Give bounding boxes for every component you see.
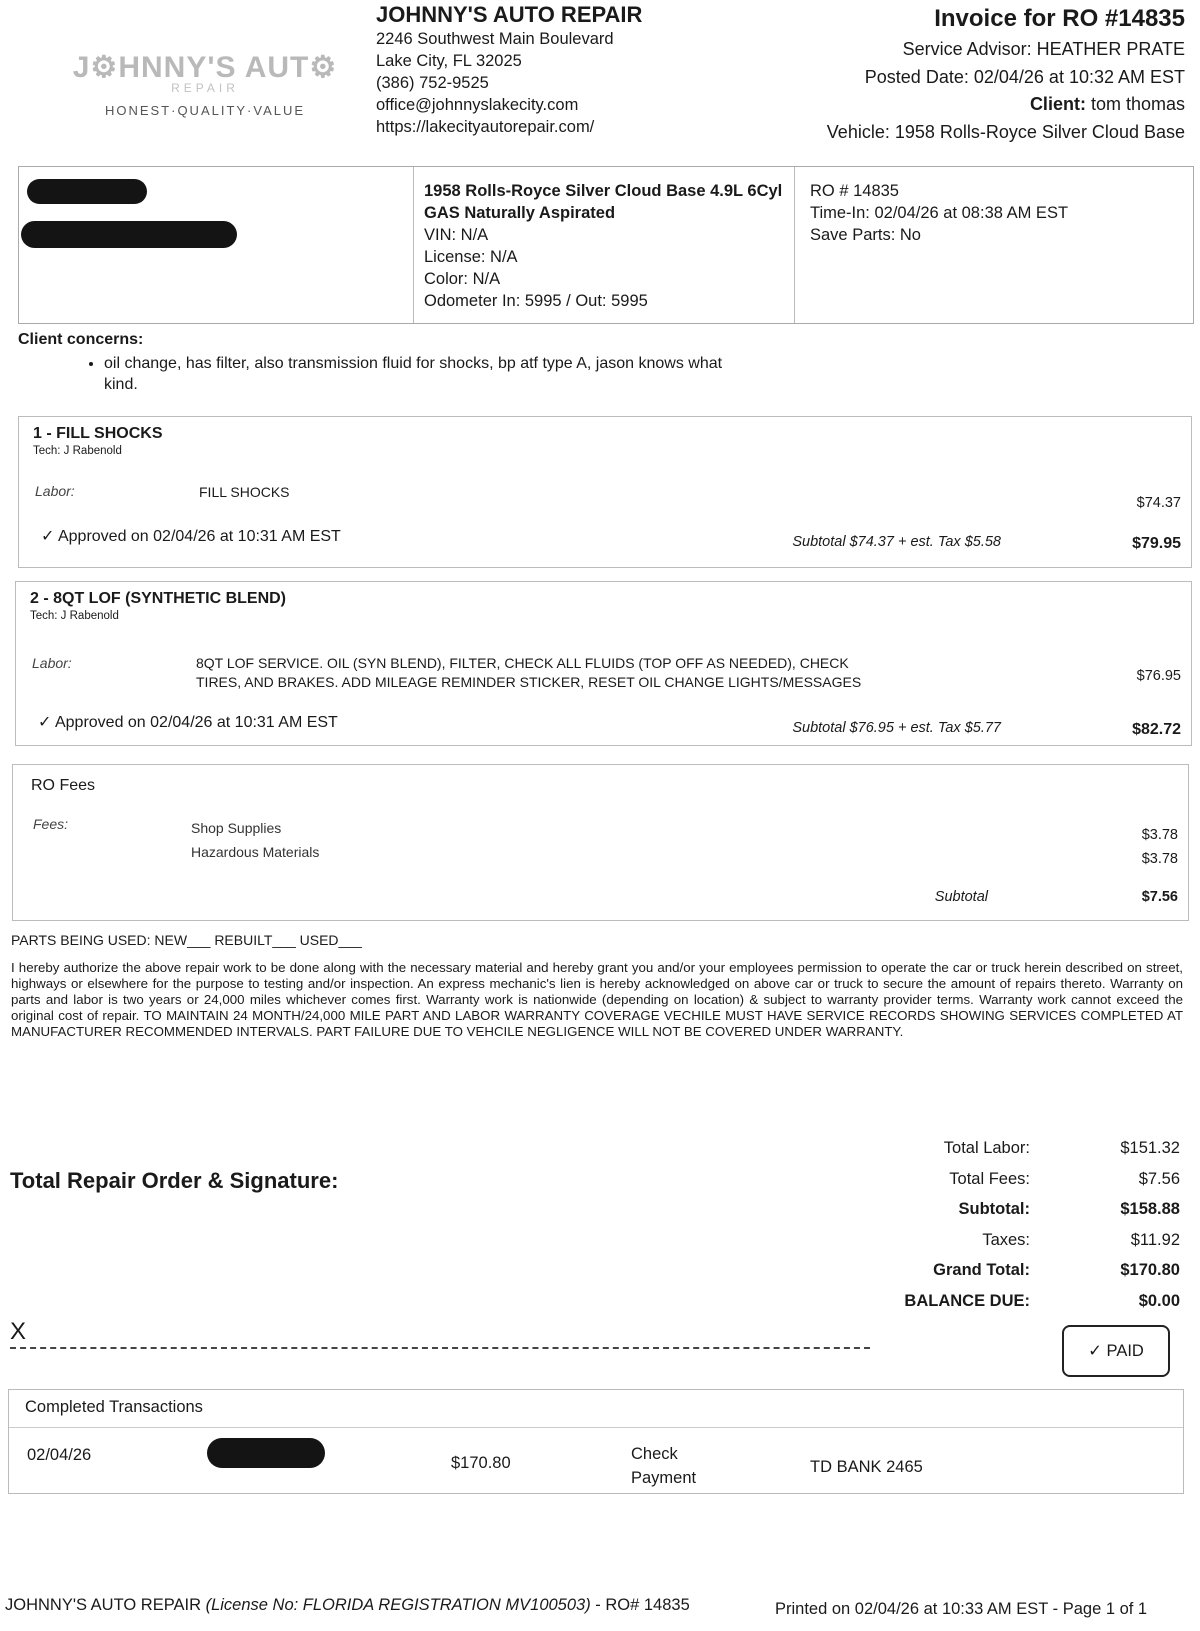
job-labor-label: Labor: [32, 655, 72, 671]
fee-amount: $3.78 [1141, 851, 1178, 867]
total-value: $0.00 [1138, 1291, 1180, 1310]
fee-name: Hazardous Materials [191, 844, 320, 860]
transactions-heading: Completed Transactions [25, 1398, 203, 1416]
transactions-divider [9, 1427, 1183, 1428]
job-labor-amount: $74.37 [1136, 495, 1181, 511]
ro-time-in: Time-In: 02/04/26 at 08:38 AM EST [810, 204, 1069, 222]
job-tech: Tech: J Rabenold [30, 610, 119, 622]
job-total: $82.72 [1132, 721, 1181, 738]
transaction-amount: $170.80 [451, 1454, 511, 1472]
shop-website: https://lakecityautorepair.com/ [376, 118, 595, 136]
total-label: Grand Total: [933, 1261, 1030, 1279]
redacted-transaction-ref [207, 1438, 325, 1468]
total-label: Subtotal: [958, 1200, 1030, 1218]
advisor-value: HEATHER PRATE [1036, 39, 1185, 59]
client-value: tom thomas [1090, 94, 1185, 114]
fees-amounts [1142, 823, 1178, 871]
invoice-title: Invoice for RO #14835 [934, 5, 1185, 32]
total-row [870, 1261, 1185, 1292]
total-label: Taxes: [982, 1230, 1030, 1249]
job-labor-desc: FILL SHOCKS [199, 484, 290, 500]
vehicle-label: Vehicle: [826, 121, 890, 142]
shop-address-line1: 2246 Southwest Main Boulevard [376, 30, 614, 48]
vehicle [827, 119, 1185, 147]
service-advisor [827, 36, 1185, 64]
fees-card [12, 764, 1189, 921]
logo-sub-text: REPAIR [171, 81, 239, 95]
job-card [15, 581, 1192, 746]
vehicle-details [424, 180, 782, 312]
vehicle-license: License: N/A [424, 248, 518, 266]
job-labor-label: Labor: [35, 483, 75, 499]
fee-name: Shop Supplies [191, 820, 282, 836]
paid-stamp: ✓ PAID [1062, 1325, 1170, 1377]
total-value: $11.92 [1130, 1230, 1180, 1249]
signature-x: X [10, 1318, 27, 1345]
logo-main-text: J⚙HNNY'S AUT⚙ [72, 51, 338, 84]
job-approved: ✓ Approved on 02/04/26 at 10:31 AM EST [41, 528, 341, 545]
client [827, 91, 1185, 119]
client-label: Client: [1029, 94, 1086, 114]
fees-subtotal-label: Subtotal [934, 889, 988, 905]
job-title: 2 - 8QT LOF (SYNTHETIC BLEND) [30, 590, 286, 607]
job-subtotal: Subtotal $76.95 + est. Tax $5.77 [792, 720, 1001, 736]
shop-address-line2: Lake City, FL 32025 [376, 52, 522, 70]
total-value: $170.80 [1120, 1261, 1180, 1279]
shop-name: JOHNNY'S AUTO REPAIR [376, 2, 643, 27]
total-row [870, 1200, 1185, 1231]
posted-label: Posted Date: [864, 66, 969, 87]
fees-list [191, 816, 319, 864]
totals-table [870, 1139, 1185, 1322]
invoice-info [827, 2, 1185, 146]
job-tech: Tech: J Rabenold [33, 445, 122, 457]
footer-license [5, 1596, 690, 1615]
total-row [870, 1139, 1185, 1170]
vehicle-odometer: Odometer In: 5995 / Out: 5995 [424, 292, 648, 310]
vehicle-value: 1958 Rolls-Royce Silver Cloud Base [894, 121, 1185, 142]
total-row [870, 1231, 1185, 1262]
vehicle-vin: VIN: N/A [424, 226, 489, 244]
vehicle-line1: 1958 Rolls-Royce Silver Cloud Base 4.9L 6Cyl [424, 182, 783, 200]
shop-phone: (386) 752-9525 [376, 74, 489, 92]
shop-info [376, 2, 642, 138]
ro-number: RO # 14835 [810, 182, 899, 200]
total-value: $158.88 [1120, 1200, 1180, 1218]
posted-date [827, 64, 1185, 92]
vehicle-color: Color: N/A [424, 270, 501, 288]
ro-save-parts: Save Parts: No [810, 226, 921, 244]
completed-transactions [8, 1389, 1184, 1494]
signature-line[interactable] [10, 1347, 870, 1349]
transaction-bank: TD BANK 2465 [810, 1458, 923, 1476]
concern-item: • oil change, has filter, also transmission fluid for shocks, bp atf type A, jason knows what kind. [104, 353, 724, 395]
concerns-heading: Client concerns: [18, 331, 144, 348]
client-concerns [18, 331, 724, 395]
total-row [870, 1170, 1185, 1201]
job-card [18, 416, 1192, 568]
authorization-text: I hereby authorize the above repair work to be done along with the necessary material and hereby grant you and/or your employees permission to operate the car or truck herein described on street, highways or elsewhere for the purpose to testing and/or inspection. An express mechanic's lien is hereby acknowledged on above car or truck to secure the amount of repairs thereto. Warranty on parts and labor is two years or 24,000 miles whichever comes first. Warranty work is nationwide (depending on location) & subject to warranty provider terms. Warranty work cannot exceed the original cost of repair. TO MAINTAIN 24 MONTH/24,000 MILE PART AND LABOR WARRANTY COVERAGE VECHILE MUST HAVE SERVICE RECORDS SHOWING SERVICES COMPLETED AT MANUFACTURER RECOMMENDED INTERVALS. PART FAILURE DUE TO VEHCILE NEGLIGENCE WILL NOT BE COVERED UNDER WARRANTY. [11, 960, 1183, 1039]
fees-label: Fees: [33, 816, 69, 832]
total-label: Total Labor: [943, 1139, 1030, 1157]
total-label: Total Fees: [949, 1169, 1030, 1188]
ro-details [810, 180, 1068, 246]
footer-shop: JOHNNY'S AUTO REPAIR [5, 1596, 206, 1614]
redacted-customer-name [27, 179, 147, 204]
posted-value: 02/04/26 at 10:32 AM EST [973, 66, 1185, 87]
vehicle-line2: GAS Naturally Aspirated [424, 204, 616, 222]
total-value: $151.32 [1120, 1139, 1180, 1157]
total-label: BALANCE DUE: [904, 1291, 1030, 1310]
transaction-date: 02/04/26 [27, 1446, 92, 1464]
concerns-list [18, 353, 724, 395]
footer-license-no: (License No: FLORIDA REGISTRATION MV100503) [205, 1596, 591, 1614]
parts-being-used: PARTS BEING USED: NEW___ REBUILT___ USED___ [11, 932, 362, 948]
job-total: $79.95 [1132, 535, 1181, 552]
fees-title: RO Fees [31, 777, 96, 794]
transaction-method: Check Payment [631, 1445, 697, 1487]
shop-logo [55, 50, 355, 118]
redacted-customer-address [21, 221, 237, 248]
advisor-label: Service Advisor: [902, 39, 1032, 59]
job-labor-desc: 8QT LOF SERVICE. OIL (SYN BLEND), FILTER, CHECK ALL FLUIDS (TOP OFF AS NEEDED), CHECK TIRES, AND BRAKES. ADD MILEAGE REMINDER STICKER, RESET OIL CHANGE LIGHTS/MESSAGES [196, 655, 862, 690]
shop-email: office@johnnyslakecity.com [376, 96, 579, 114]
total-value: $7.56 [1138, 1169, 1180, 1188]
signature-title: Total Repair Order & Signature: [10, 1168, 339, 1193]
footer-ro: - RO# 14835 [590, 1596, 690, 1614]
job-labor-amount: $76.95 [1136, 668, 1181, 684]
job-approved: ✓ Approved on 02/04/26 at 10:31 AM EST [38, 714, 338, 731]
logo-tagline: HONEST·QUALITY·VALUE [104, 103, 306, 118]
total-row [870, 1292, 1185, 1323]
job-subtotal: Subtotal $74.37 + est. Tax $5.58 [792, 534, 1001, 550]
fee-amount: $3.78 [1141, 827, 1178, 843]
fees-subtotal: $7.56 [1141, 889, 1178, 905]
job-title: 1 - FILL SHOCKS [33, 425, 163, 442]
customer-column [19, 167, 414, 323]
footer-printed: Printed on 02/04/26 at 10:33 AM EST - Page 1 of 1 [775, 1600, 1148, 1618]
